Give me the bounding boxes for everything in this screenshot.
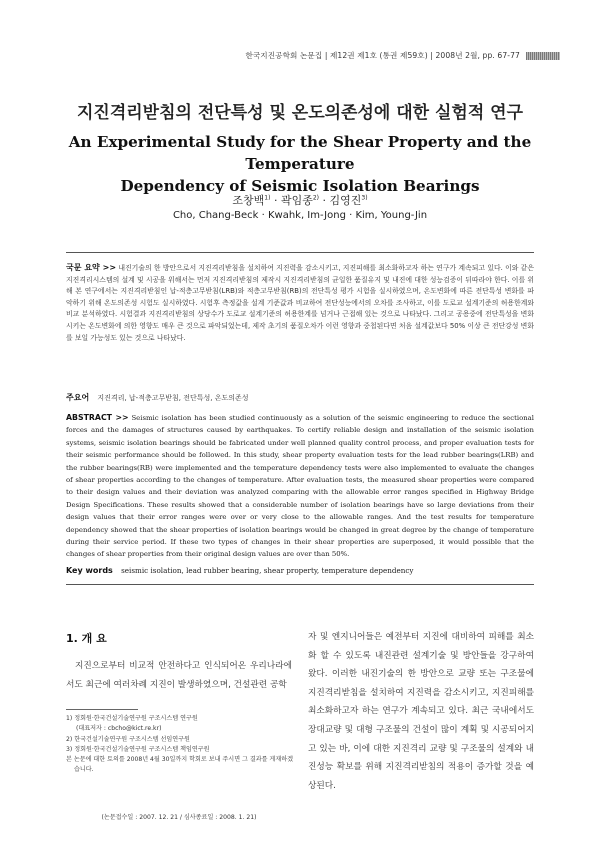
title-english-line2: Dependency of Seismic Isolation Bearings xyxy=(120,177,480,195)
footnote-discussion: 본 논문에 대한 토의를 2008년 4월 30일까지 학회로 보내 주시면 그 결과를 게재하겠습니다. xyxy=(66,756,293,774)
authors-korean xyxy=(40,192,560,208)
keywords-korean-text: 지진격리, 납-적층고무받침, 전단특성, 온도의존성 xyxy=(97,394,249,402)
title-korean: 지진격리받침의 전단특성 및 온도의존성에 대한 실험적 연구 xyxy=(76,103,524,123)
abstract-english xyxy=(66,412,534,561)
authors-english: Cho, Chang-Beck · Kwahk, Im-Jong · Kim, Young-Jin xyxy=(172,210,428,221)
footnote-2: 2) 한국건설기술연구원 구조시스템 선임연구원 xyxy=(66,735,190,743)
footnote-1-contact: (대표저자 : cbcho@kict.re.kr) xyxy=(76,725,162,733)
abstract-korean xyxy=(66,262,534,344)
footnote-rule xyxy=(66,709,138,710)
author-separator: · xyxy=(319,194,330,207)
author-2-name: 곽임종 xyxy=(280,194,313,207)
abstract-english-label: ABSTRACT >> xyxy=(66,413,129,422)
keywords-english-label: Key words xyxy=(66,566,113,575)
keywords-english xyxy=(66,566,534,575)
author-1-name: 조창백 xyxy=(232,194,265,207)
author-1-mark: 1) xyxy=(264,194,271,202)
section-heading: 1. 개 요 xyxy=(66,632,107,645)
header-decor-band xyxy=(526,52,560,60)
footnote-3: 3) 정회원·한국건설기술연구원 구조시스템 책임연구원 xyxy=(66,745,210,753)
keywords-korean-label: 주요어 xyxy=(66,393,90,402)
abstract-bottom-rule xyxy=(66,584,534,585)
abstract-top-rule xyxy=(66,252,534,253)
abstract-korean-label: 국문 요약 >> xyxy=(66,263,117,272)
abstract-korean-text: 내진기술의 한 방안으로서 지진격리받침을 설치하여 지진력을 감소시키고, 지진피해를 최소화하고자 하는 연구가 계속되고 있다. 이와 같은 지진격리시스템의 설계 및 시공을 위해서는 먼저 지진격리받침의 제작시 지진격리받침의 균일한 품질유지 및 내진에 대한 성능검증이 뒤따라야 한다. 이를 위해 본 연구에서는 지진격리받침인 납-적층고무받침(LRB)와 적층고무받침(RB)의 전단특성 평가 시험을 실시하였으며, 온도변화에 따른 전단특성 변화를 파악하기 위해 온도의존성 시험도 실시하였다. 시험후 측정값을 설계 기준값과 비교하여 전단성능에서의 오차를 조사하고, 이를 도로교 설계기준의 허용한계와 비교 분석하였다. 시험결과 지진격리받침의 상당수가 도로교 설계기준의 허용한계를 넘거나 근접해 있는 것으로 나타났다. 그리고 공용중에 전단특성을 변화시키는 온도변화에 의한 영향도 매우 큰 것으로 파악되었는데, 제작 초기의 품질오차가 이런 영향과 중첩된다면 처음 설계값보다 50% 이상 큰 전단강성 변화를 보일 가능성도 있는 것으로 나타났다. xyxy=(66,264,534,342)
body-column-right: 자 및 엔지니어들은 예전부터 지진에 대비하여 피해를 최소화 할 수 있도록 내진관련 설계기술 및 방안들을 강구하여 왔다. 이러한 내진기술의 한 방안으로 교량 또는 구조물에 지진격리받침을 설치하여 지진력을 감소시키고, 지진피해를 최소화하고자 하는 연구가 계속되고 있다. 최근 국내에서도 장대교량 및 대형 구조물의 건설이 많이 계획 및 시공되어지고 있는 바, 이에 대한 지진격리 교량 및 구조물의 설계와 내진성능 확보를 위해 지진격리받침의 적용이 증가할 것을 예상된다. xyxy=(308,632,534,791)
footnotes xyxy=(66,714,294,776)
body-column-left: 지진으로부터 비교적 안전하다고 인식되어온 우리나라에서도 최근에 여러차례 지진이 발생하였으며, 건설관련 공학 xyxy=(66,661,292,690)
keywords-korean xyxy=(66,392,534,403)
abstract-english-text: Seismic isolation has been studied continuously as a solution of the seismic engineering to reduce the sectional forces and the damages of structures caused by earthquakes. To certify reliable design and installation of the seismic isolation systems, seismic isolation bearings should be fabricated under well planned quality control process, and proper evaluation tests for their seismic performance should be followed. In this study, shear property evaluation tests for the lead rubber bearings(LRB) and the rubber bearings(RB) were implemented and the temperature dependency tests were also implemented to evaluate the changes of shear properties according to the changes of temperature. After evaluation tests, the measured shear properties were compared to their design values and their deviation was analyzed comparing with the allowable error ranges specified in Highway Bridge Design Specifications. These results showed that a considerable number of isolation bearings have so large deviations from their design values that their error ranges were over or very close to the allowable ranges. And the test results for temperature dependency showed that the shear properties of isolation bearings would be changed in great degree by the change of temperature during their service period. If these two types of changes in their shear properties are superposed, it would possible that the changes of shear properties from their original design values are over than 50%. xyxy=(66,414,534,559)
author-3-name: 김영진 xyxy=(329,194,362,207)
title-english-line1: An Experimental Study for the Shear Property and the Temperature xyxy=(68,133,532,173)
running-head-text: 한국지진공학회 논문집 | 제12권 제1호 (통권 제59호) | 2008년 2월, pp. 67-77 xyxy=(245,51,520,60)
author-3-mark: 3) xyxy=(361,194,368,202)
footnote-1: 1) 정회원·한국건설기술연구원 구조시스템 연구원 xyxy=(66,715,198,722)
received-dates: (논문접수일 : 2007. 12. 21 / 심사종료일 : 2008. 1. 21) xyxy=(101,814,257,821)
keywords-english-text: seismic isolation, lead rubber bearing, shear property, temperature dependency xyxy=(121,566,414,575)
running-header xyxy=(40,50,560,61)
author-separator: · xyxy=(270,194,281,207)
author-2-mark: 2) xyxy=(312,194,320,202)
title-english xyxy=(40,131,560,197)
